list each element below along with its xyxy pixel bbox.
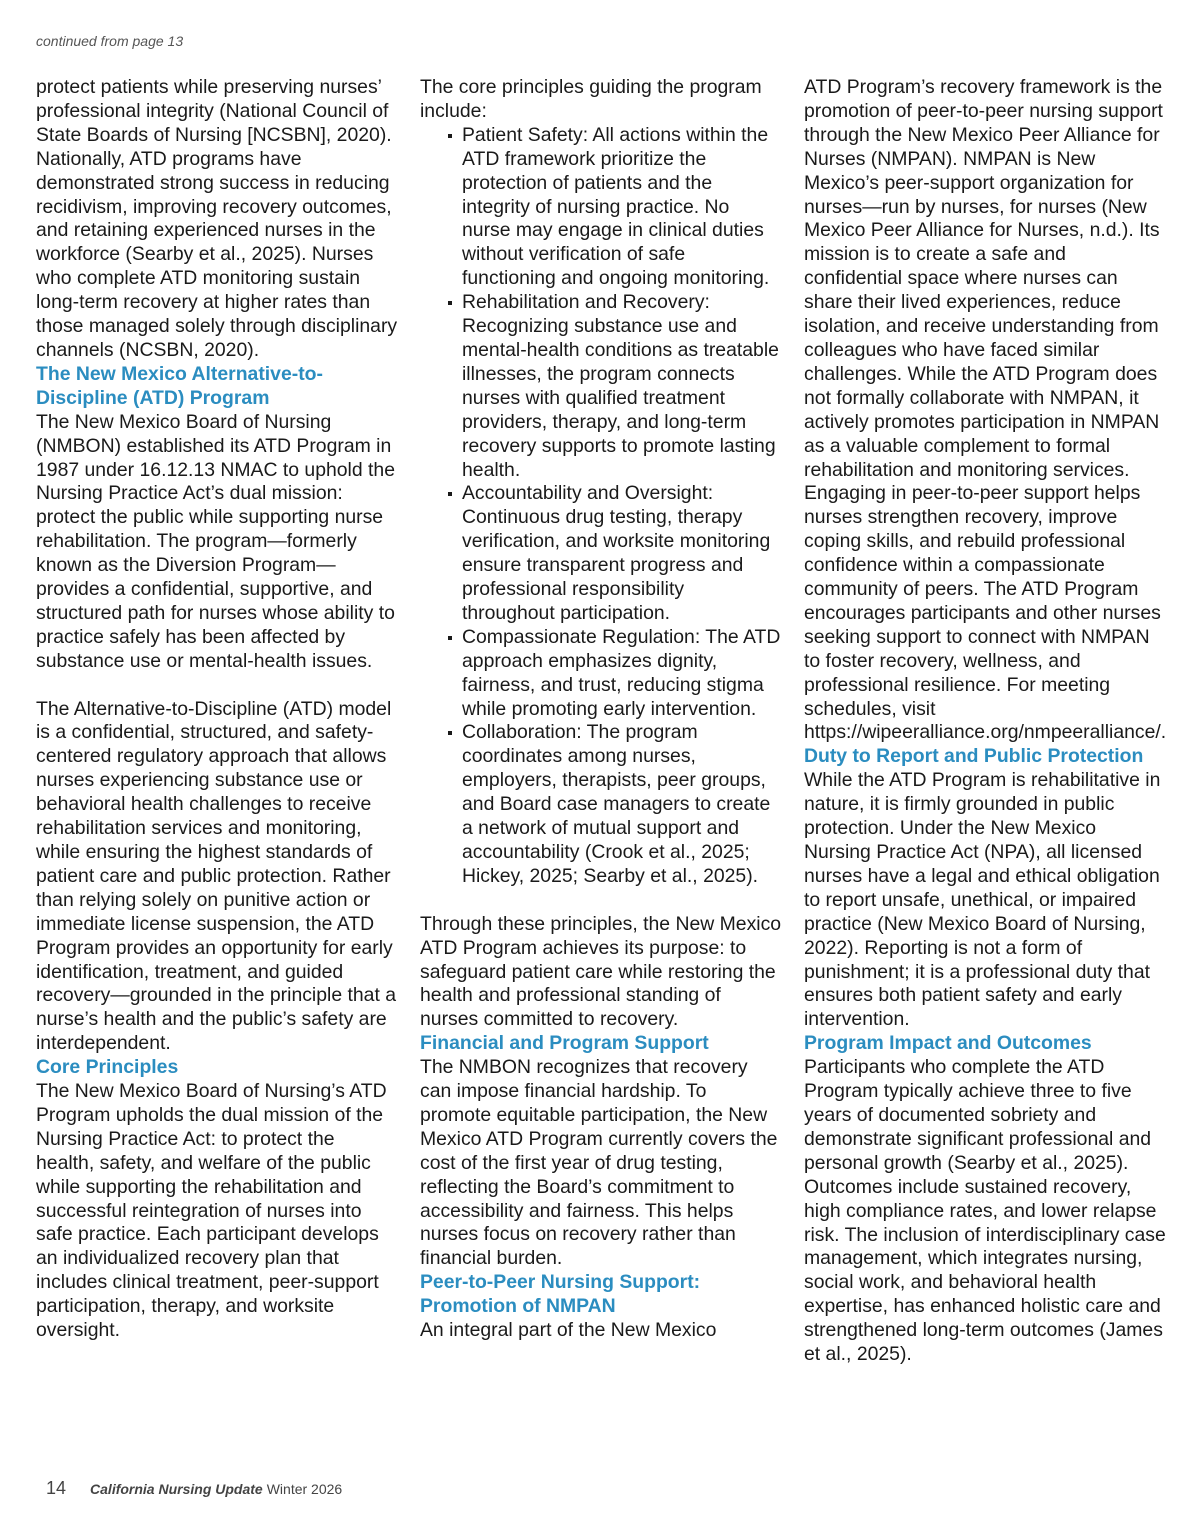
impact-paragraph: Participants who complete the ATD Program typically achieve three to five years of documented sobriety and demonstrate significant professional and personal growth (Searby et al., 2025). Outcomes include sustained recovery, high compliance rates, and lower relapse risk. The inclusion of interdisciplinary case management, which integrates nursing, social work, and behavioral health expertise, has enhanced holistic care and strengthened long-term outcomes (James et al., 2025).: [804, 1056, 1166, 1366]
principles-list: [420, 124, 782, 889]
section-heading-peer-support: Peer-to-Peer Nursing Support: Promotion of NMPAN: [420, 1271, 701, 1318]
core-principles-paragraph: The New Mexico Board of Nursing’s ATD Program upholds the dual mission of the Nursing Practice Act: to protect the health, safety, and welfare of the public while supporting the rehabilitation and successful reintegration of nurses into safe practice. Each participant develops an individualized recovery plan that includes clinical treatment, peer-support participation, therapy, and worksite oversight.: [36, 1080, 387, 1342]
nm-atd-paragraph-2: The Alternative-to-Discipline (ATD) model is a confidential, structured, and safety-centered regulatory approach that allows nurses experiencing substance use or behavioral health challenges to receive rehabilitation services and monitoring, while ensuring the highest standards of patient care and public protection. Rather than relying solely on punitive action or immediate license suspension, the ATD Program provides an opportunity for early identification, treatment, and guided recovery—grounded in the principle that a nurse’s health and the public’s safety are interdependent.: [36, 697, 397, 1055]
section-heading-nm-atd: The New Mexico Alternative-to-Discipline (ATD) Program: [36, 362, 323, 409]
section-heading-impact: Program Impact and Outcomes: [804, 1032, 1092, 1055]
peer-support-text: ATD Program’s recovery framework is the promotion of peer-to-peer nursing support through the New Mexico Peer Alliance for Nurses (NMPAN). NMPAN is New Mexico’s peer-support organization for nurses—run by nurses, for nurses (New Mexico Peer Alliance for Nurses, n.d.). Its mission is to create a safe and confidential space where nurses can share their lived experiences, reduce isolation, and receive understanding from colleagues who have faced similar challenges. While the ATD Program does not formally collaborate with NMPAN, it actively promotes participation in NMPAN as a valuable complement to formal rehabilitation and monitoring services. Engaging in peer-to-peer support helps nurses strengthen recovery, improve coping skills, and rebuild professional confidence within a compassionate community of peers. The ATD Program encourages participants and other nurses seeking support to connect with NMPAN to foster recovery, wellness, and professional resilience. For meeting schedules, visit: [804, 76, 1163, 720]
section-heading-core-principles: Core Principles: [36, 1056, 179, 1079]
duty-paragraph: While the ATD Program is rehabilitative in nature, it is firmly grounded in public protection. Under the New Mexico Nursing Practice Act (NPA), all licensed nurses have a legal and ethical obligation to report unsafe, unethical, or impaired practice (New Mexico Board of Nursing, 2022). Reporting is not a form of punishment; it is a professional duty that ensures both patient safety and early intervention.: [804, 769, 1161, 1031]
continued-note: continued from page 13: [36, 33, 184, 49]
financial-paragraph: The NMBON recognizes that recovery can impose financial hardship. To promote equitable participation, the New Mexico ATD Program currently covers the cost of the first year of drug testing, reflecting the Board’s commitment to accessibility and fairness. This helps nurses focus on recovery rather than financial burden.: [420, 1056, 778, 1270]
list-item: Rehabilitation and Recovery: Recognizing substance use and mental-health conditions as treatable illnesses, the program connects nurses with qualified treatment providers, therapy, and long-term recovery supports to promote lasting health.: [462, 291, 782, 482]
list-item: Collaboration: The program coordinates among nurses, employers, therapists, peer groups, and Board case managers to create a network of mutual support and accountability (Crook et al., 2025; Hickey, 2025; Searby et al., 2025).: [462, 721, 782, 888]
page-number: 14: [46, 1478, 67, 1498]
intro-paragraph: protect patients while preserving nurses’ professional integrity (National Council of State Boards of Nursing [NCSBN], 2020). Nationally, ATD programs have demonstrated strong success in reducing recidivism, improving recovery outcomes, and retaining experienced nurses in the workforce (Searby et al., 2025). Nurses who complete ATD monitoring sustain long-term recovery at higher rates than those managed solely through disciplinary channels (NCSBN, 2020).: [36, 76, 398, 361]
peer-support-paragraph-start: An integral part of the New Mexico: [420, 1319, 717, 1342]
list-item: Compassionate Regulation: The ATD approach emphasizes dignity, fairness, and trust, reducing stigma while promoting early intervention.: [462, 625, 781, 720]
through-principles-paragraph: Through these principles, the New Mexico ATD Program achieves its purpose: to safeguard patient care while restoring the health and professional standing of nurses committed to recovery.: [420, 912, 782, 1031]
principles-intro: The core principles guiding the program include:: [420, 76, 762, 122]
column-2: [420, 76, 782, 1343]
peer-support-paragraph-continued: [804, 76, 1166, 745]
publication-issue: Winter 2026: [266, 1481, 343, 1497]
page-footer: [46, 1478, 342, 1499]
nm-atd-paragraph-1: The New Mexico Board of Nursing (NMBON) established its ATD Program in 1987 under 16.12.13 NMAC to uphold the Nursing Practice Act’s dual mission: protect the public while supporting nurse rehabilitation. The program—formerly known as the Diversion Program—provides a confidential, supportive, and structured path for nurses whose ability to practice safely has been affected by substance use or mental-health issues.: [36, 410, 395, 672]
section-heading-financial: Financial and Program Support: [420, 1032, 709, 1055]
nmpan-url: https://wipeeralliance.org/nmpeeralliance/.: [804, 721, 1167, 744]
column-1: [36, 76, 398, 1343]
publication-title: California Nursing Update: [90, 1481, 263, 1497]
list-item: Patient Safety: All actions within the ATD framework prioritize the protection of patients and the integrity of nursing practice. No nurse may engage in clinical duties without verification of safe functioning and ongoing monitoring.: [462, 124, 782, 291]
list-item: Accountability and Oversight: Continuous drug testing, therapy verification, and worksite monitoring ensure transparent progress and professional responsibility throughout participation.: [462, 482, 782, 625]
column-3: [804, 76, 1166, 1367]
section-heading-duty-to-report: Duty to Report and Public Protection: [804, 745, 1144, 768]
